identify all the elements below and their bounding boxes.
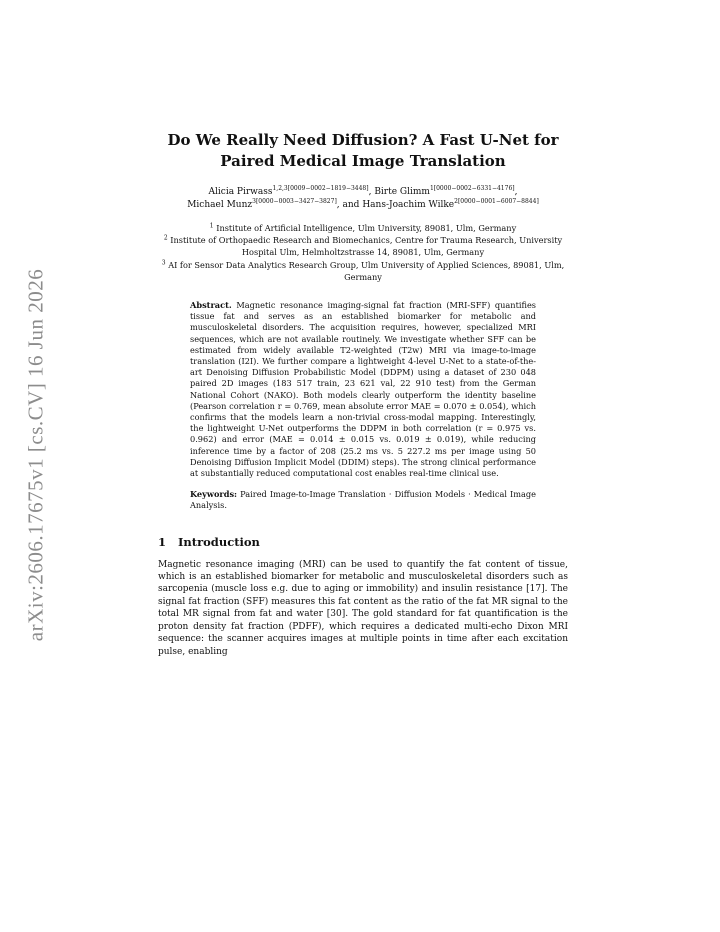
author-list	[158, 186, 568, 212]
arxiv-sidebar-stamp	[18, 260, 54, 650]
section-title: Introduction	[178, 534, 260, 549]
abstract	[190, 300, 536, 479]
author: Birte Glimm$^{1[0000-0002-6331-4176]}$,	[374, 185, 518, 197]
keywords-label: Keywords:	[190, 489, 238, 500]
author: Alicia Pirwass$^{1,2,3[0009-0002-1819-3448]}$,	[208, 185, 375, 197]
author: Michael Munz$^{3[0000-0003-3427-3827]}$, and	[187, 198, 363, 210]
keywords	[190, 489, 536, 511]
abstract-text: Magnetic resonance imaging-signal fat fraction (MRI-SFF) quantifies tissue fat and serves as an established biomarker for metabolic and musculoskeletal disorders. The acquisition requires, however, specialized MRI sequences, which are not available routinely. We investigate whether SFF can be estimated from widely available T2-weighted (T2w) MRI via image-to-image translation (I2I). We further compare a lightweight 4-level U-Net to a state-of-the-art Denoising Diffusion Probabilistic Model (DDPM) using a dataset of 230 048 paired 2D images (183 517 train, 23 621 val, 22 910 test) from the German National Cohort (NAKO). Both models clearly outperform the identity baseline (Pearson correlation r = 0.769, mean absolute error MAE = 0.070 ± 0.054), which confirms that the models learn a non-trivial cross-modal mapping. Interestingly, the lightweight U-Net outperforms the DDPM in both correlation (r = 0.975 vs. 0.962) and error (MAE = 0.014 ± 0.015 vs. 0.019 ± 0.019), while reducing inference time by a factor of 208 (25.2 ms vs. 5 227.2 ms per image using 50 Denoising Diffusion Implicit Model (DDIM) steps). The strong clinical performance at substantially reduced computational cost enables real-time clinical use.	[190, 300, 536, 479]
arxiv-identifier: arXiv:2606.17675v1 [cs.CV] 16 Jun 2026	[23, 268, 48, 642]
author: Hans-Joachim Wilke$^{2[0000-0001-6007-8844]}$	[362, 198, 539, 210]
section-number: 1	[158, 534, 167, 549]
abstract-label: Abstract.	[190, 300, 232, 311]
section-heading	[158, 535, 568, 549]
introduction-paragraph: Magnetic resonance imaging (MRI) can be used to quantify the fat content of tissue, which is an established biomarker for metabolic and musculoskeletal disorders such as sarcopenia (muscle loss e.g. due to aging or immobility) and insulin resistance [17]. The signal fat fraction (SFF) measures this fat content as the ratio of the fat MR signal to the total MR signal from fat and water [30]. The gold standard for fat quantification is the proton density fat fraction (PDFF), which requires a dedicated multi-echo Dixon MRI sequence: the scanner acquires images at multiple points in time after each excitation pulse, enabling	[158, 559, 568, 657]
paper-title: Do We Really Need Diffusion? A Fast U-Net for Paired Medical Image Translation	[167, 131, 559, 170]
paper-page	[158, 130, 568, 658]
affiliation: $^3$ AI for Sensor Data Analytics Research Group, Ulm University of Applied Sciences, 89081, Ulm, Germany	[161, 258, 565, 282]
affiliation: $^2$ Institute of Orthopaedic Research and Biomechanics, Centre for Trauma Research, University Hospital Ulm, Helmholtzstrasse 14, 89081, Ulm, Germany	[163, 234, 563, 258]
keywords-text: Paired Image-to-Image Translation · Diffusion Models · Medical Image Analysis.	[190, 489, 536, 511]
affiliation-list	[158, 222, 568, 283]
affiliation: $^1$ Institute of Artificial Intelligence, Ulm University, 89081, Ulm, Germany	[209, 222, 517, 233]
